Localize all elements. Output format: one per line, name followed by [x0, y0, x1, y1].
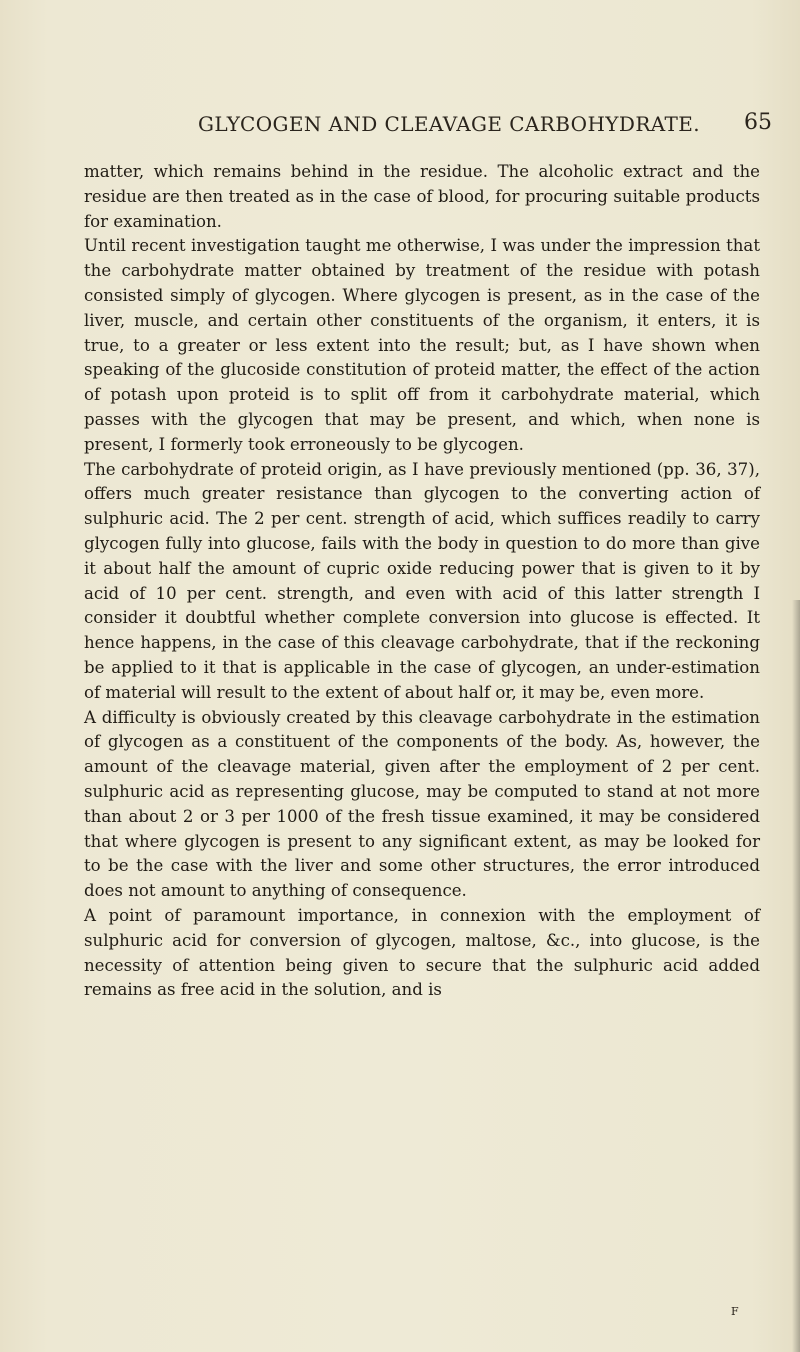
paragraph: A point of paramount importance, in connexion with the employment of sulphuric acid for conversion of glycogen, maltose, &c., into glucose, is the necessity of attention being given to secure that the sulphuric acid added remains as free acid in the solution, and is: [84, 905, 760, 1000]
paragraph: A difficulty is obviously created by this cleavage carbohydrate in the estimation of glycogen as a constituent of the components of the body. As, however, the amount of the cleavage material, given after the employment of 2 per cent. sulphuric acid as representing glucose, may be computed to stand at not more than about 2 or 3 per 1000 of the fresh tissue examined, it may be considered that where glycogen is present to any significant extent, as may be looked for to be the case with the liver and some other structures, the error introduced does not amount to anything of consequence.: [84, 707, 760, 901]
paragraph: matter, which remains behind in the residue. The alcoholic extract and the residue are then treated as in the case of blood, for procuring suitable products for examination.: [84, 162, 760, 231]
paragraph: The carbohydrate of proteid origin, as I have previously mentioned (pp. 36, 37), offers much greater resistance than glycogen to the converting action of sulphuric acid. The 2 per cent. strength of acid, which suffices readily to carry glycogen fully into glucose, fails with the body in question to do more than give it about half the amount of cupric oxide reducing power that is given to it by acid of 10 per cent. strength, and even with acid of this latter strength I consider it doubtful whether complete conversion into glucose is effected. It hence happens, in the case of this cleavage carbohydrate, that if the reckoning be applied to it that is applicable in the case of glycogen, an under-estimation of material will result to the extent of about half or, it may be, even more.: [84, 459, 760, 702]
page-header: [0, 110, 800, 140]
running-head: GLYCOGEN AND CLEAVAGE CARBOHYDRATE.: [198, 112, 701, 136]
body-text: [84, 160, 760, 1003]
page-number: 65: [744, 110, 772, 135]
page-edge-shadow: [792, 600, 800, 1352]
signature-mark: F: [731, 1305, 739, 1318]
paragraph: Until recent investigation taught me otherwise, I was under the impression that the carbohydrate matter obtained by treatment of the residue with potash consisted simply of glycogen. Where glycogen is present, as in the case of the liver, muscle, and certain other constituents of the organism, it enters, it is true, to a greater or less extent into the result; but, as I have shown when speaking of the glucoside constitution of proteid matter, the effect of the action of potash upon proteid is to split off from it carbohydrate material, which passes with the glycogen that may be present, and which, when none is present, I formerly took erroneously to be glycogen.: [84, 236, 760, 454]
